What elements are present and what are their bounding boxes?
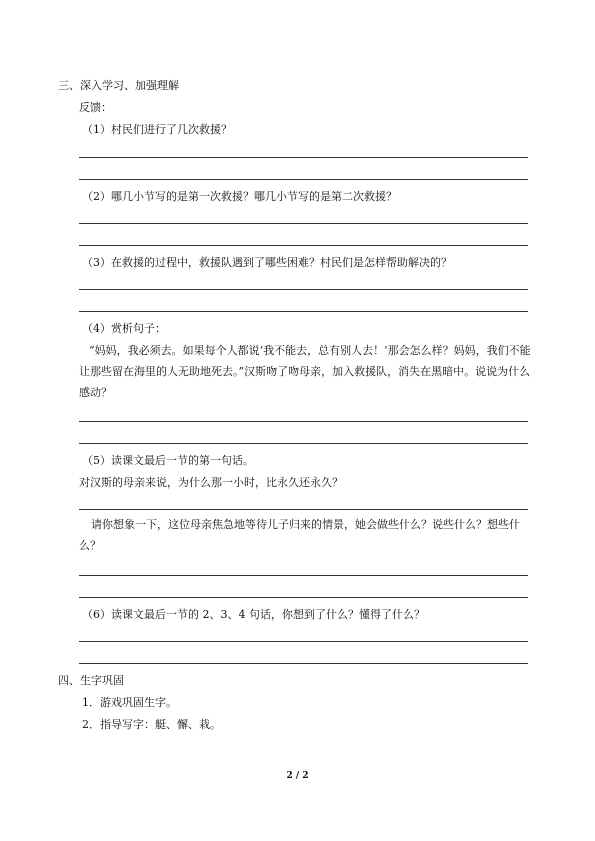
answer-line (79, 575, 528, 576)
answer-line (79, 223, 528, 224)
section-4-heading: 四、生字巩固 (58, 674, 124, 687)
answer-line (79, 509, 528, 510)
answer-line (79, 663, 528, 664)
answer-line (79, 157, 528, 158)
question-6: （6）读课文最后一节的 2、3、4 句话，你想到了什么？懂得了什么？ (82, 608, 425, 621)
question-5-imagine: 请你想象一下，这位母亲焦急地等待儿子归来的情景，她会做些什么？说些什么？想些什么？ (79, 518, 520, 552)
answer-line (79, 245, 528, 246)
answer-line (79, 421, 528, 422)
question-5-label: （5）读课文最后一节的第一句话。 (82, 454, 254, 467)
question-1: （1）村民们进行了几次救援？ (82, 123, 232, 136)
section-4-item-2: 2．指导写字：艇、懈、栽。 (82, 718, 221, 731)
question-2: （2）哪几小节写的是第一次救援？哪几小节写的是第二次救援？ (82, 190, 397, 203)
answer-line (79, 443, 528, 444)
section-4-item-1: 1．游戏巩固生字。 (82, 696, 177, 709)
page-number: 2 / 2 (286, 771, 309, 781)
section-3-heading: 三、深入学习、加强理解 (58, 79, 179, 92)
answer-line (79, 597, 528, 598)
answer-line (79, 289, 528, 290)
feedback-label: 反馈： (79, 101, 112, 114)
question-5-question: 对汉斯的母亲来说，为什么那一小时，比永久还永久？ (79, 476, 343, 489)
answer-line (79, 179, 528, 180)
question-4-label: （4）赏析句子： (82, 322, 166, 335)
answer-line (79, 311, 528, 312)
question-4-quote: “妈妈，我必须去。如果每个人都说‘我不能去，总有别人去！’那会怎么样？妈妈，我们不能让那些留在海里的人无助地死去。”汉斯吻了吻母亲，加入救援队，消失在黑暗中。说说为什么感动？ (79, 344, 531, 399)
question-3: （3）在救援的过程中，救援队遇到了哪些困难？村民们是怎样帮助解决的？ (82, 256, 452, 269)
answer-line (79, 641, 528, 642)
